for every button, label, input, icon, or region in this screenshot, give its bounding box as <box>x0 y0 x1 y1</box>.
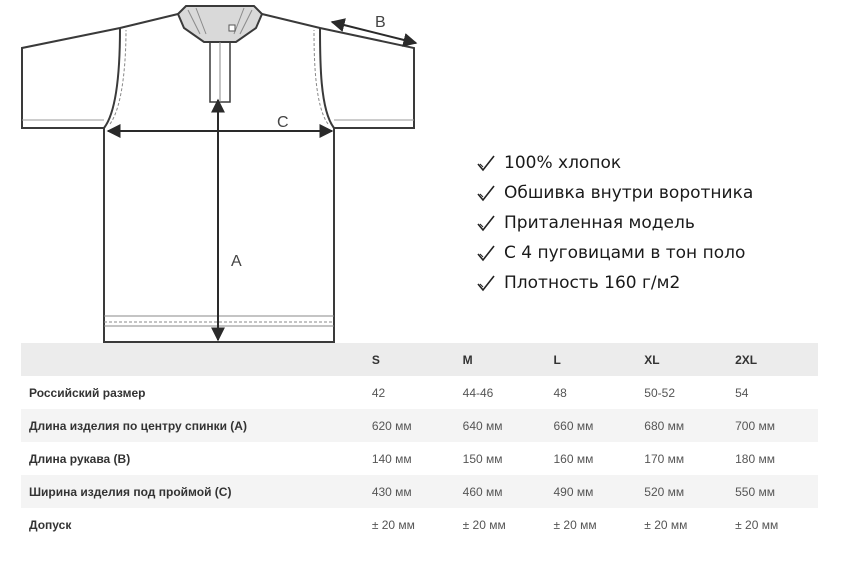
table-cell: ± 20 мм <box>553 517 597 532</box>
row-label: Допуск <box>29 517 72 532</box>
table-cell: 550 мм <box>735 484 775 499</box>
table-cell: 660 мм <box>553 418 594 433</box>
dimension-b-label: B <box>375 14 386 31</box>
dimension-a-label: A <box>231 253 242 270</box>
table-cell: 640 мм <box>462 418 503 433</box>
table-cell: 490 мм <box>553 484 594 499</box>
table-cell: ± 20 мм <box>644 517 688 532</box>
checkmark-icon <box>476 184 498 202</box>
collar-tag <box>229 25 235 31</box>
table-row <box>21 475 818 508</box>
dimension-c-label: C <box>277 114 289 131</box>
feature-item <box>476 150 753 180</box>
table-row <box>21 409 818 442</box>
size-table <box>21 343 818 541</box>
table-row <box>21 376 818 409</box>
table-cell: 54 <box>735 385 749 400</box>
feature-text: 100% хлопок <box>504 153 622 173</box>
polo-shirt-diagram <box>0 0 440 345</box>
row-label: Длина рукава (В) <box>29 451 131 466</box>
table-header-row <box>21 343 818 376</box>
feature-text: Обшивка внутри воротника <box>504 183 754 203</box>
column-header-m: M <box>462 352 473 367</box>
table-cell: 150 мм <box>462 451 503 466</box>
table-cell: 680 мм <box>644 418 685 433</box>
feature-text: С 4 пуговицами в тон поло <box>504 243 746 263</box>
feature-item <box>476 210 753 240</box>
row-label: Российский размер <box>29 385 146 400</box>
checkmark-icon <box>476 244 498 262</box>
table-cell: 180 мм <box>735 451 775 466</box>
table-cell: ± 20 мм <box>371 517 415 532</box>
checkmark-icon <box>476 214 498 232</box>
table-cell: 140 мм <box>371 451 412 466</box>
table-cell: 42 <box>371 385 386 400</box>
table-cell: 160 мм <box>553 451 594 466</box>
feature-item <box>476 180 753 210</box>
table-cell: 700 мм <box>735 418 775 433</box>
table-cell: 50-52 <box>644 385 675 400</box>
table-cell: 460 мм <box>462 484 503 499</box>
table-cell: ± 20 мм <box>462 517 506 532</box>
left-armhole <box>104 28 120 128</box>
checkmark-icon <box>476 154 498 172</box>
table-row <box>21 508 818 541</box>
table-cell: 170 мм <box>644 451 685 466</box>
row-label: Длина изделия по центру спинки (А) <box>29 418 247 433</box>
collar <box>178 6 262 42</box>
row-label: Ширина изделия под проймой (С) <box>29 484 232 499</box>
feature-text: Приталенная модель <box>504 213 695 233</box>
table-cell: ± 20 мм <box>735 517 779 532</box>
table-cell: 620 мм <box>371 418 412 433</box>
table-cell: 520 мм <box>644 484 685 499</box>
feature-list <box>476 150 753 300</box>
feature-text: Плотность 160 г/м2 <box>504 273 681 293</box>
column-header-2xl: 2XL <box>735 352 758 367</box>
column-header-l: L <box>553 352 561 367</box>
table-cell: 44-46 <box>462 385 494 400</box>
column-header-xl: XL <box>644 352 660 367</box>
column-header-s: S <box>371 352 380 367</box>
table-cell: 430 мм <box>371 484 412 499</box>
column-header <box>21 343 364 376</box>
table-row <box>21 442 818 475</box>
feature-item <box>476 270 753 300</box>
feature-item <box>476 240 753 270</box>
table-cell: 48 <box>553 385 567 400</box>
checkmark-icon <box>476 274 498 292</box>
